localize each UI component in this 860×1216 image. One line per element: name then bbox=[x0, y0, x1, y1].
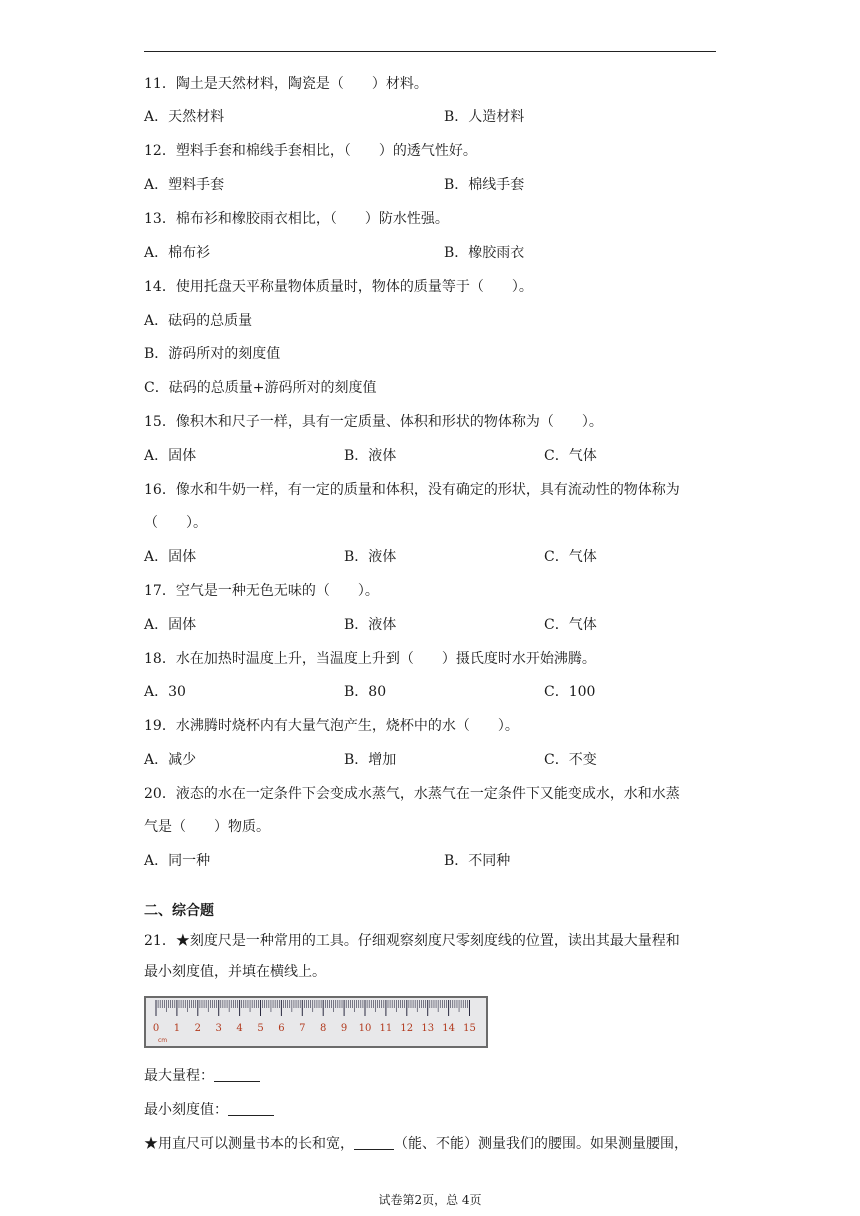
option-a: A．减少 bbox=[144, 752, 197, 768]
question-13-options bbox=[144, 243, 716, 263]
ruler-number: 2 bbox=[194, 1023, 201, 1034]
question-14: 14．使用托盘天平称量物体质量时，物体的质量等于（ ）。 bbox=[144, 279, 533, 295]
option-a: A．固体 bbox=[144, 549, 197, 565]
question-12: 12．塑料手套和棉线手套相比，（ ）的透气性好。 bbox=[144, 143, 477, 159]
option-b: B．橡胶雨衣 bbox=[444, 245, 525, 261]
ruler-number: 3 bbox=[215, 1023, 222, 1034]
ruler-number: 15 bbox=[463, 1023, 476, 1034]
option-b: B．80 bbox=[344, 684, 387, 700]
ruler-unit: cm bbox=[158, 1037, 168, 1044]
option-a: A．同一种 bbox=[144, 853, 211, 869]
ruler-number: 7 bbox=[299, 1023, 306, 1034]
question-11-options bbox=[144, 107, 716, 127]
can-measure-blank[interactable] bbox=[354, 1135, 394, 1150]
option-a: A．棉布衫 bbox=[144, 245, 211, 261]
ruler-number: 8 bbox=[320, 1023, 327, 1034]
ruler-number: 14 bbox=[442, 1023, 455, 1034]
ruler-image bbox=[144, 996, 488, 1048]
question-17: 17．空气是一种无色无味的（ ）。 bbox=[144, 583, 379, 599]
header-rule bbox=[144, 51, 716, 52]
ruler-number: 6 bbox=[278, 1023, 285, 1034]
ruler-number: 4 bbox=[236, 1023, 243, 1034]
question-17-options bbox=[144, 615, 716, 635]
question-14-option-b: B．游码所对的刻度值 bbox=[144, 346, 281, 362]
question-20: 20．液态的水在一定条件下会变成水蒸气，水蒸气在一定条件下又能变成水，水和水蒸 bbox=[144, 786, 680, 802]
question-15-options bbox=[144, 446, 716, 466]
option-a: A．30 bbox=[144, 684, 186, 700]
ruler-number: 12 bbox=[400, 1023, 414, 1034]
min-scale-label: 最小刻度值： bbox=[144, 1102, 228, 1118]
question-16: 16．像水和牛奶一样，有一定的质量和体积，没有确定的形状，具有流动性的物体称为 bbox=[144, 482, 680, 498]
question-15: 15．像积木和尺子一样，具有一定质量、体积和形状的物体称为（ ）。 bbox=[144, 414, 603, 430]
option-a: A．塑料手套 bbox=[144, 177, 225, 193]
section-title: 二、综合题 bbox=[144, 903, 214, 919]
question-13: 13．棉布衫和橡胶雨衣相比，（ ）防水性强。 bbox=[144, 211, 449, 227]
option-b: B．不同种 bbox=[444, 853, 511, 869]
question-21-part2: ★用直尺可以测量书本的长和宽， （能、不能）测量我们的腰围。如果测量腰围， bbox=[144, 1136, 688, 1152]
option-a: A．固体 bbox=[144, 448, 197, 464]
ruler-number: 1 bbox=[173, 1023, 181, 1034]
ruler-number: 9 bbox=[340, 1023, 348, 1034]
option-a: A．固体 bbox=[144, 617, 197, 633]
question-11: 11．陶土是天然材料，陶瓷是（ ）材料。 bbox=[144, 76, 428, 92]
question-16-cont: （ ）。 bbox=[144, 515, 207, 531]
max-range-label: 最大量程： bbox=[144, 1068, 214, 1084]
question-14-option-a: A．砝码的总质量 bbox=[144, 313, 253, 329]
question-19: 19．水沸腾时烧杯内有大量气泡产生，烧杯中的水（ ）。 bbox=[144, 718, 519, 734]
option-c: C．气体 bbox=[544, 549, 597, 565]
question-18: 18．水在加热时温度上升，当温度上升到（ ）摄氏度时水开始沸腾。 bbox=[144, 651, 596, 667]
min-scale-blank[interactable] bbox=[228, 1101, 274, 1116]
option-b: B．液体 bbox=[344, 549, 397, 565]
ruler-number: 11 bbox=[379, 1023, 393, 1034]
option-c: C．100 bbox=[544, 684, 596, 700]
option-a: A．天然材料 bbox=[144, 109, 225, 125]
max-range-blank[interactable] bbox=[214, 1067, 260, 1082]
question-21: 21．★刻度尺是一种常用的工具。仔细观察刻度尺零刻度线的位置，读出其最大量程和 bbox=[144, 933, 680, 949]
option-b: B．液体 bbox=[344, 448, 397, 464]
question-21-cont: 最小刻度值，并填在横线上。 bbox=[144, 964, 326, 980]
option-b: B．人造材料 bbox=[444, 109, 525, 125]
question-20-cont: 气是（ ）物质。 bbox=[144, 819, 270, 835]
option-c: C．不变 bbox=[544, 752, 597, 768]
ruler-number: 13 bbox=[421, 1023, 435, 1034]
option-b: B．棉线手套 bbox=[444, 177, 525, 193]
page-footer: 试卷第2页，总 4页 bbox=[378, 1193, 482, 1207]
question-16-options bbox=[144, 547, 716, 567]
question-12-options bbox=[144, 175, 716, 195]
option-b: B．液体 bbox=[344, 617, 397, 633]
question-19-options bbox=[144, 750, 716, 770]
question-18-options bbox=[144, 682, 716, 702]
option-c: C．气体 bbox=[544, 617, 597, 633]
option-c: C．气体 bbox=[544, 448, 597, 464]
max-range-line bbox=[144, 1066, 260, 1086]
min-scale-line bbox=[144, 1100, 274, 1120]
ruler-graphic bbox=[146, 998, 486, 1046]
ruler-number: 5 bbox=[257, 1023, 264, 1034]
question-20-options bbox=[144, 851, 716, 871]
option-b: B．增加 bbox=[344, 752, 397, 768]
ruler-number: 0 bbox=[152, 1023, 160, 1034]
ruler-number: 10 bbox=[358, 1023, 372, 1034]
question-14-option-c: C．砝码的总质量+游码所对的刻度值 bbox=[144, 380, 377, 396]
